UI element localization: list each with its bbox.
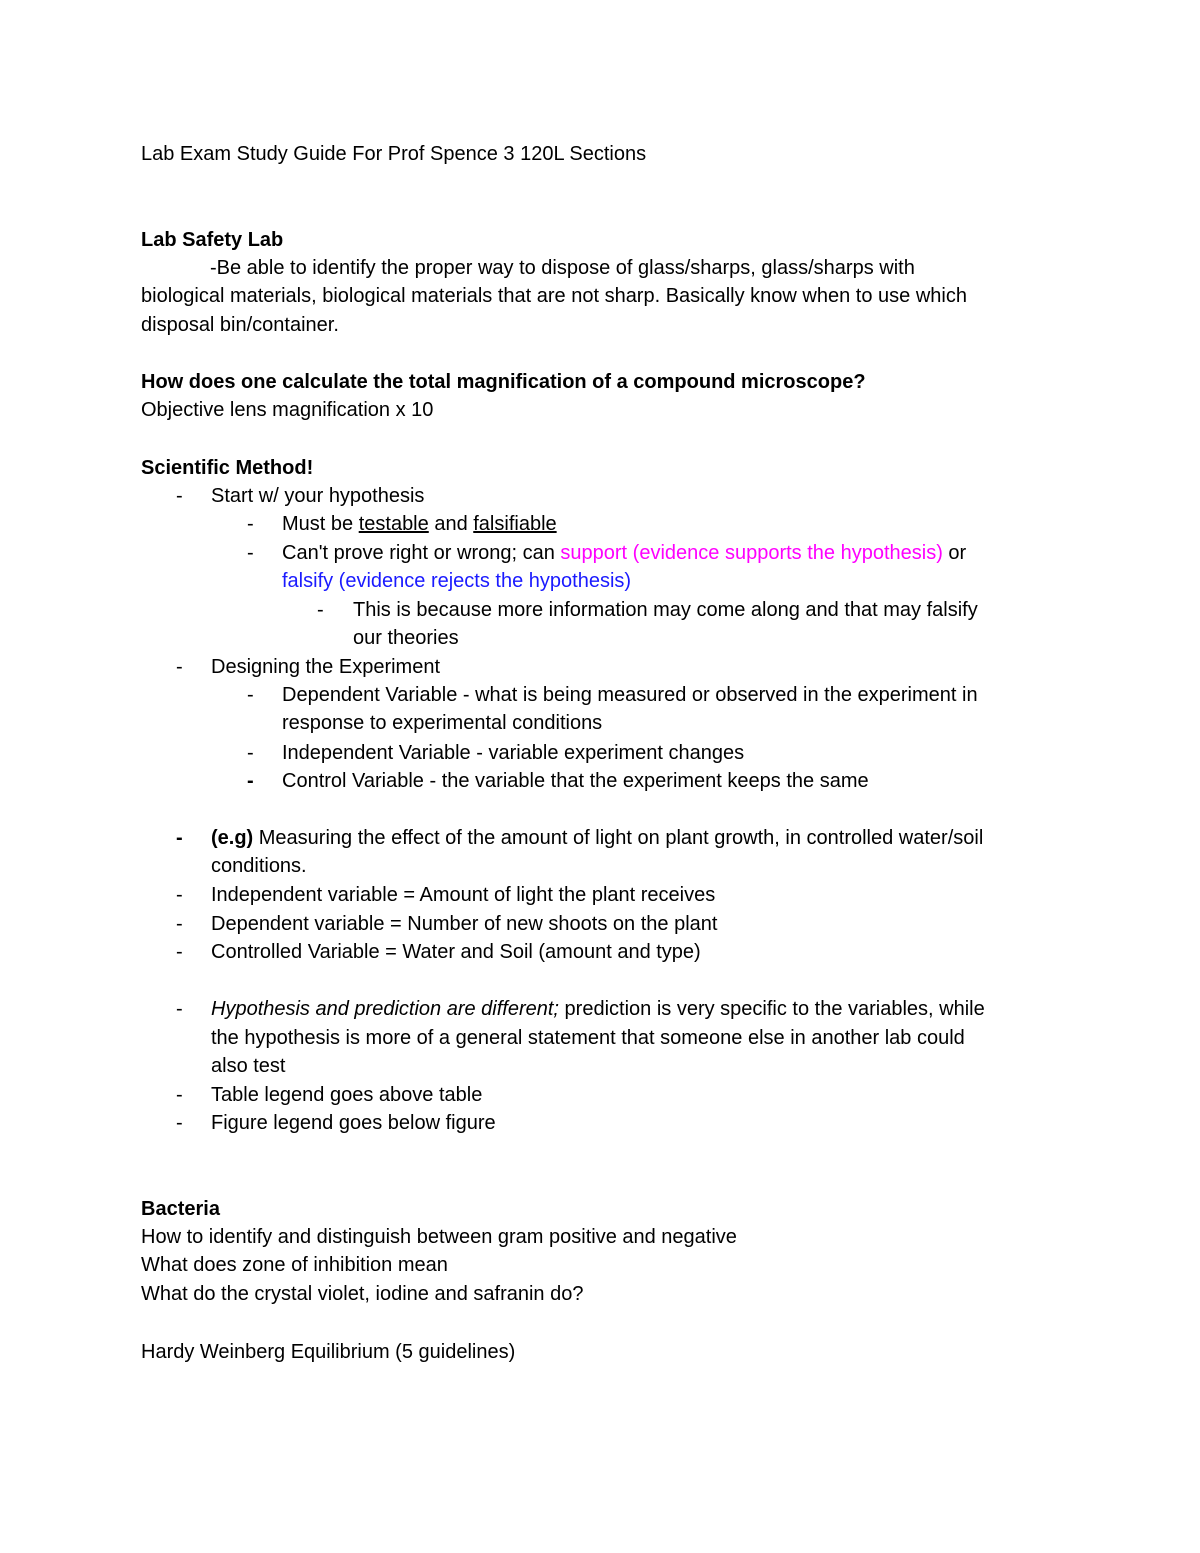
scientific-method-heading: Scientific Method! bbox=[141, 457, 314, 479]
document-title: Lab Exam Study Guide For Prof Spence 3 120L Sections bbox=[141, 143, 647, 165]
hypothesis-line-2: the hypothesis is more of a general statement that someone else in another lab could bbox=[211, 1027, 965, 1049]
support-text: support (evidence supports the hypothesis) bbox=[560, 542, 943, 564]
and-text: and bbox=[428, 513, 474, 535]
must-be-text: Must be bbox=[282, 513, 359, 535]
magnification-answer: Objective lens magnification x 10 bbox=[141, 399, 434, 421]
falsifiable-word: falsifiable bbox=[473, 513, 557, 535]
example-line-1 bbox=[211, 824, 983, 853]
cant-prove-line bbox=[282, 539, 966, 568]
table-legend-line: Table legend goes above table bbox=[211, 1084, 483, 1106]
designing-experiment: Designing the Experiment bbox=[211, 656, 441, 678]
list-marker: - bbox=[176, 1112, 183, 1134]
example-label: (e.g) bbox=[211, 827, 254, 849]
list-marker: - bbox=[176, 913, 183, 935]
list-marker: - bbox=[247, 770, 254, 792]
example-text: Measuring the effect of the amount of light on plant growth, in controlled water/soil bbox=[253, 827, 984, 849]
or-text: or bbox=[942, 542, 967, 564]
bacteria-question-2: What does zone of inhibition mean bbox=[141, 1254, 448, 1276]
start-hypothesis: Start w/ your hypothesis bbox=[211, 485, 425, 507]
list-marker: - bbox=[317, 599, 324, 621]
list-marker: - bbox=[247, 513, 254, 535]
list-marker: - bbox=[176, 656, 183, 678]
hypothesis-italic: Hypothesis and prediction are different; bbox=[211, 998, 559, 1020]
list-marker: - bbox=[176, 485, 183, 507]
because-line-2: our theories bbox=[353, 627, 459, 649]
list-marker: - bbox=[176, 827, 183, 849]
lab-safety-heading: Lab Safety Lab bbox=[141, 229, 284, 251]
bacteria-question-1: How to identify and distinguish between gram positive and negative bbox=[141, 1226, 737, 1248]
controlled-variable-example: Controlled Variable = Water and Soil (amount and type) bbox=[211, 941, 701, 963]
figure-legend-line: Figure legend goes below figure bbox=[211, 1112, 496, 1134]
independent-variable-example: Independent variable = Amount of light the plant receives bbox=[211, 884, 716, 906]
must-be-line bbox=[282, 510, 557, 539]
list-marker: - bbox=[247, 742, 254, 764]
cant-prove-text: Can't prove right or wrong; can bbox=[282, 542, 561, 564]
hypothesis-line-1 bbox=[211, 995, 985, 1024]
hypothesis-text: prediction is very specific to the variables, while bbox=[558, 998, 985, 1020]
control-variable-line: Control Variable - the variable that the experiment keeps the same bbox=[282, 770, 869, 792]
lab-safety-line-2: biological materials, biological materials that are not sharp. Basically know when to use which bbox=[141, 285, 967, 307]
list-marker: - bbox=[176, 998, 183, 1020]
list-marker: - bbox=[247, 542, 254, 564]
testable-word: testable bbox=[358, 513, 429, 535]
list-marker: - bbox=[176, 1084, 183, 1106]
list-marker: - bbox=[176, 884, 183, 906]
lab-safety-line-3: disposal bin/container. bbox=[141, 314, 339, 336]
dependent-variable-example: Dependent variable = Number of new shoots on the plant bbox=[211, 913, 718, 935]
list-marker: - bbox=[176, 941, 183, 963]
because-line-1: This is because more information may come along and that may falsify bbox=[353, 599, 978, 621]
bacteria-heading: Bacteria bbox=[141, 1198, 220, 1220]
lab-safety-line-1: -Be able to identify the proper way to dispose of glass/sharps, glass/sharps with bbox=[210, 257, 915, 279]
independent-variable-line: Independent Variable - variable experiment changes bbox=[282, 742, 745, 764]
magnification-question: How does one calculate the total magnification of a compound microscope? bbox=[141, 371, 866, 393]
list-marker: - bbox=[247, 684, 254, 706]
example-line-2: conditions. bbox=[211, 855, 307, 877]
dependent-variable-line-2: response to experimental conditions bbox=[282, 712, 603, 734]
dependent-variable-line-1: Dependent Variable - what is being measured or observed in the experiment in bbox=[282, 684, 978, 706]
hypothesis-line-3: also test bbox=[211, 1055, 286, 1077]
bacteria-question-3: What do the crystal violet, iodine and safranin do? bbox=[141, 1283, 584, 1305]
hardy-weinberg-line: Hardy Weinberg Equilibrium (5 guidelines) bbox=[141, 1341, 516, 1363]
falsify-text: falsify (evidence rejects the hypothesis) bbox=[282, 570, 632, 592]
